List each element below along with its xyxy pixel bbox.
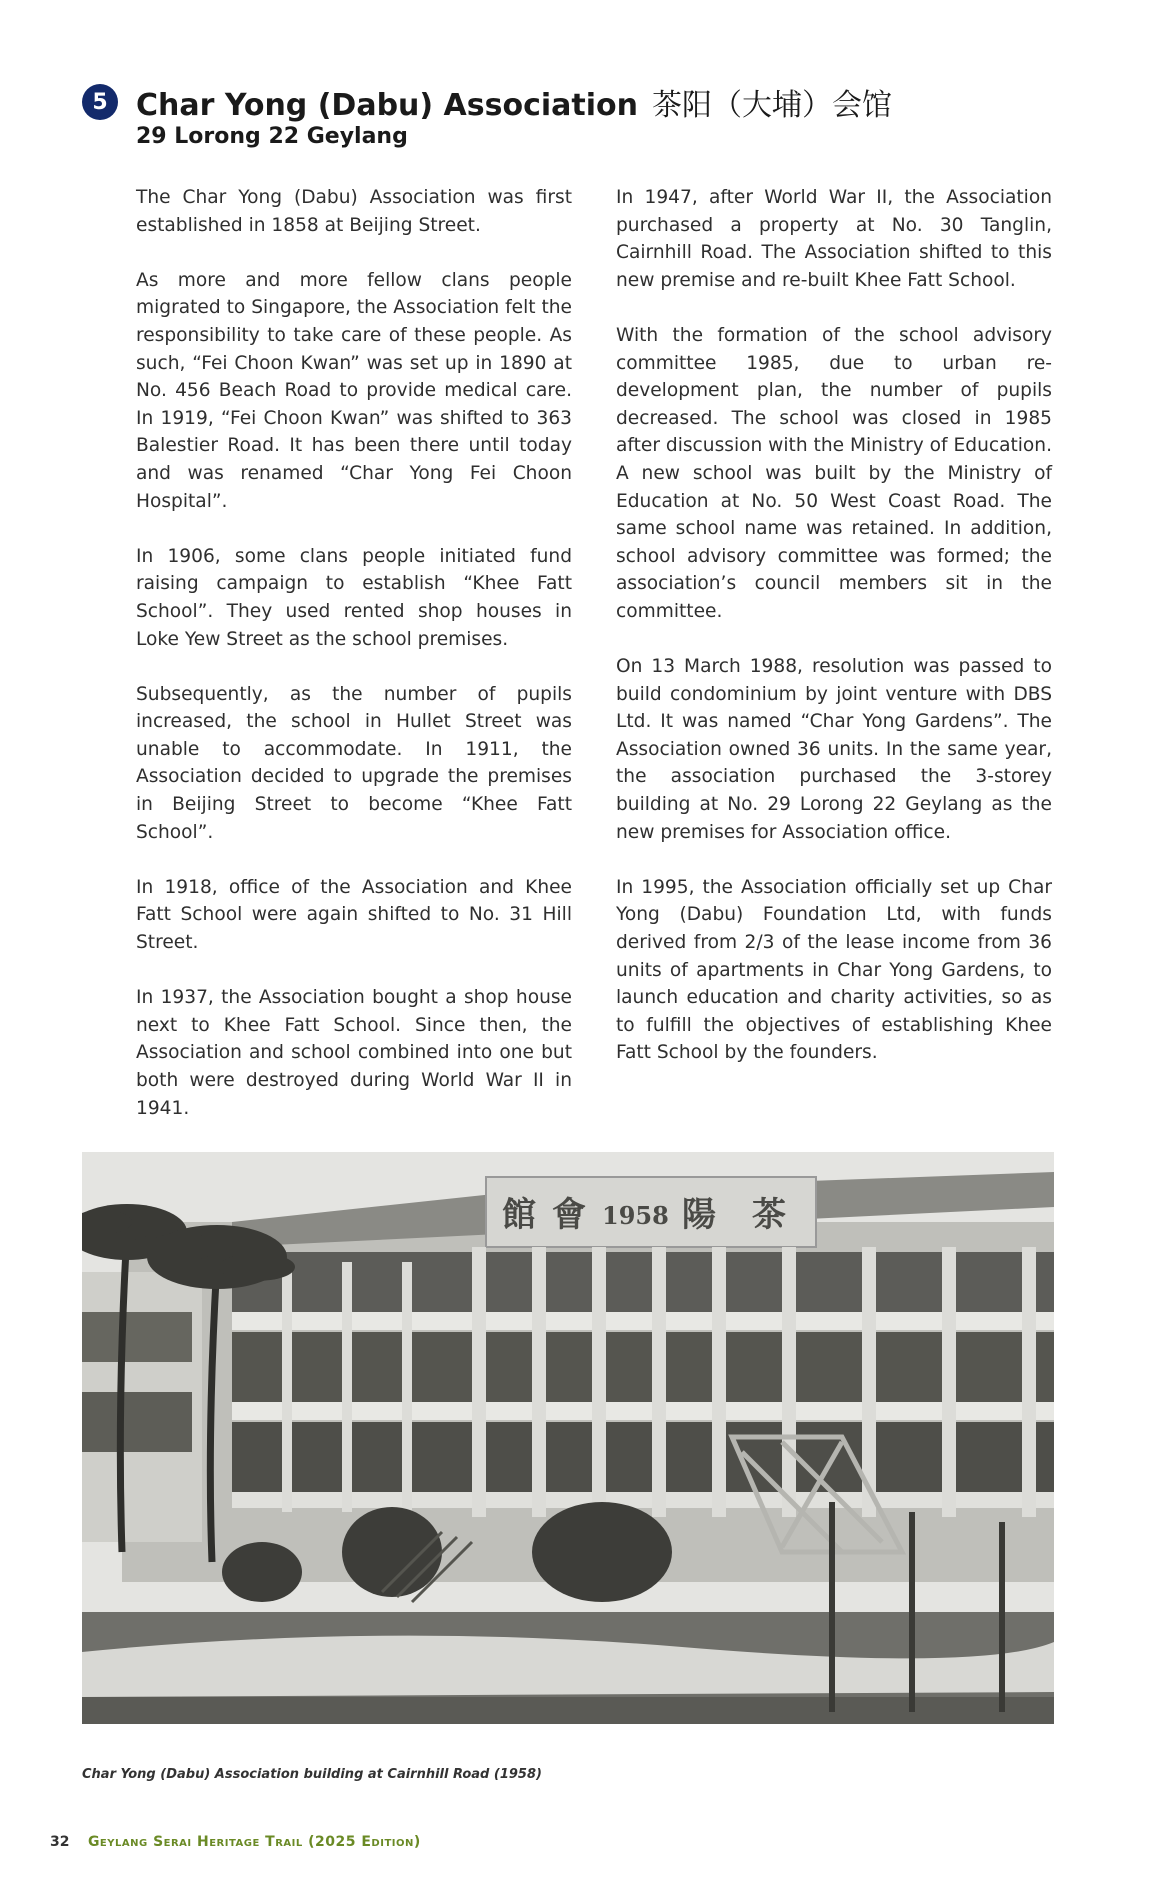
sign-char: 陽 bbox=[682, 1195, 716, 1235]
sign-char: 會 bbox=[552, 1195, 586, 1235]
paragraph: In 1918, office of the Association and Khee Fatt School were again shifted to No. 31 Hill Street. bbox=[136, 876, 572, 954]
historic-building-photo bbox=[82, 1152, 1054, 1724]
photo-caption: Char Yong (Dabu) Association building at Cairnhill Road (1958) bbox=[82, 1767, 542, 1782]
left-text-column bbox=[136, 184, 572, 1150]
paragraph: In 1947, after World War II, the Association purchased a property at No. 30 Tanglin, Cairnhill Road. The Association shifted to this new premise and re-built Khee Fatt School. bbox=[616, 187, 1052, 291]
page-footer bbox=[50, 1834, 421, 1850]
paragraph: On 13 March 1988, resolution was passed to build condominium by joint venture with DBS Ltd. It was named “Char Yong Gardens”. The Association owned 36 units. In the same year, the association purchased the 3-storey building at No. 29 Lorong 22 Geylang as the new premises for Association office. bbox=[616, 656, 1052, 843]
paragraph: As more and more fellow clans people migrated to Singapore, the Association felt the responsibility to take care of these people. As such, “Fei Choon Kwan” was set up in 1890 at No. 456 Beach Road to provide medical care. In 1919, “Fei Choon Kwan” was shifted to 363 Balestier Road. It has been there until today and was renamed “Char Yong Fei Choon Hospital”. bbox=[136, 269, 572, 512]
title-chinese: 茶阳（大埔）会馆 bbox=[652, 88, 893, 123]
publication-title: Geylang Serai Heritage Trail (2025 Edition) bbox=[87, 1834, 421, 1850]
title-english: Char Yong (Dabu) Association bbox=[136, 88, 639, 123]
paragraph: With the formation of the school advisory committee 1985, due to urban re-development plan, the number of pupils decreased. The school was closed in 1985 after discussion with the Ministry of Education. A new school was built by the Ministry of Education at No. 50 West Coast Road. The same school name was retained. In addition, school advisory committee was formed; the association’s council members sit in the committee. bbox=[616, 324, 1052, 622]
section-title bbox=[136, 80, 892, 124]
sign-char: 茶 bbox=[752, 1195, 786, 1235]
paragraph: In 1937, the Association bought a shop house next to Khee Fatt School. Since then, the Association and school combined into one but both were destroyed during World War II in 1941. bbox=[136, 987, 572, 1119]
right-text-column bbox=[616, 184, 1052, 1095]
sign-year: 1958 bbox=[602, 1201, 669, 1230]
paragraph: In 1995, the Association officially set up Char Yong (Dabu) Foundation Ltd, with funds derived from 2/3 of the lease income from 36 units of apartments in Char Yong Gardens, to launch education and charity activities, so as to fulfill the objectives of establishing Khee Fatt School by the founders. bbox=[616, 876, 1052, 1064]
address-subtitle: 29 Lorong 22 Geylang bbox=[136, 124, 408, 149]
paragraph: The Char Yong (Dabu) Association was first established in 1858 at Beijing Street. bbox=[136, 187, 572, 236]
sign-char: 館 bbox=[502, 1195, 536, 1235]
paragraph: Subsequently, as the number of pupils increased, the school in Hullet Street was unable to accommodate. In 1911, the Association decided to upgrade the premises in Beijing Street to become “Khee Fatt School”. bbox=[136, 683, 572, 843]
paragraph: In 1906, some clans people initiated fund raising campaign to establish “Khee Fatt School”. They used rented shop houses in Loke Yew Street as the school premises. bbox=[136, 545, 572, 650]
page-number: 32 bbox=[50, 1834, 70, 1850]
section-number-badge: 5 bbox=[82, 84, 118, 120]
